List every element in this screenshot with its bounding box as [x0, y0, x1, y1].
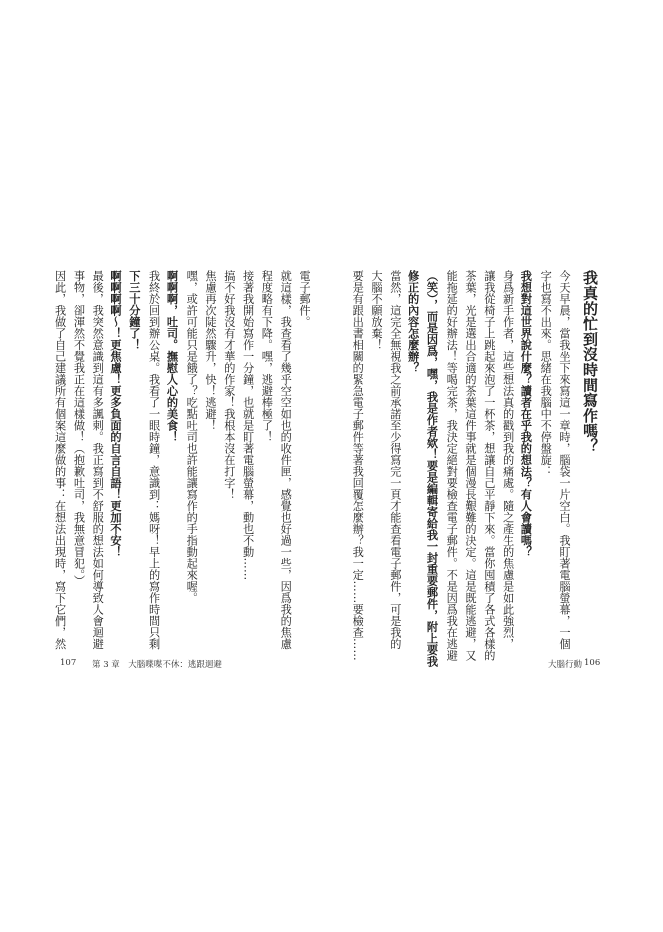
text-column: 今天早晨，當我坐下來寫這一章時，腦袋一片空白。我盯著電腦螢幕，一個	[558, 270, 571, 650]
text-column: 我想對這世界說什麼？讀者在乎我的想法？有人會讀嗎？	[519, 270, 534, 558]
text-column: 事物，卻渾然不覺我正在這樣做！（抱歉吐司，我無意冒犯。）	[72, 270, 86, 587]
text-column: 我終於回到辦公桌。我看了一眼時鐘，意識到：媽呀！早上的寫作時間只剩	[147, 270, 161, 650]
text-column: 身爲新手作者，這些想法真的戳到我的痛處。隨之產生的焦慮是如此強烈，	[501, 270, 515, 650]
text-column: 啊啊啊啊～！更焦慮！更多負面的自言自語！更加不安！	[109, 270, 124, 558]
text-column: 啊啊啊，吐司。撫慰人心的美食！	[165, 270, 180, 443]
text-column: 因此，我做了自己建議所有個案這麼做的事：在想法出現時，寫下它們，然	[53, 270, 67, 650]
text-column: 能拖延的好辦法！等喝完茶，我決定絕對要檢查電子郵件。不是因爲我在逃避	[445, 270, 459, 661]
text-column: 修正的內容怎麼辦？	[406, 270, 421, 374]
text-column: 接著我開始寫作一分鐘，也就是盯著電腦螢幕，動也不動……	[241, 270, 255, 581]
text-column: 當然，這完全無視我之前承諾至少得寫完一頁才能查看電子郵件，可是我的	[388, 270, 402, 650]
text-column: 大腦不願放棄！	[370, 270, 384, 351]
text-column: 讓我從椅子上跳起來泡了一杯茶，想讓自己平靜下來。當你囤積了各式各樣的	[482, 270, 496, 661]
page-number: 106	[584, 658, 601, 668]
text-column: 焦慮再次陡然驟升，快！逃避！	[204, 270, 218, 431]
running-head: 大腦行動	[548, 660, 583, 670]
text-column: 要是有跟出書相關的緊急電子郵件等著我回覆怎麼辦？我一定……要檢查……	[351, 270, 365, 661]
text-column: 程度略有下降。嘿，逃避棒極了！	[260, 270, 274, 443]
left-page-body	[53, 270, 313, 650]
text-column: 下三十分鐘了！	[127, 270, 142, 351]
text-column: 字也寫不出來。思緒在我腦中不停盤旋：	[539, 270, 553, 477]
text-column: 電子郵件。	[298, 270, 311, 328]
text-column: 最後，我突然意識到這有多諷刺。我正寫到不舒服的想法如何導致人會迴避	[91, 270, 105, 650]
text-column: 茶葉，光是選出合適的茶葉這件事就是個漫長艱難的決定。這是既能逃避，又	[464, 270, 478, 661]
page-number: 107	[60, 658, 77, 668]
text-column: 搞不好我沒有才華的作家！我根本沒在打字！	[222, 270, 236, 500]
text-column: 就這樣，我查看了幾乎空空如也的收件匣，感覺也好過一些，因爲我的焦慮	[279, 270, 293, 650]
section-title: 我真的忙到沒時間寫作嗎？	[581, 270, 599, 454]
text-column: 嘿，或許可能只是餓了？吃點吐司也許能讓寫作的手指動起來喔。	[185, 270, 199, 604]
running-head: 第 3 章 大腦喋喋不休：逃跟迴避	[92, 660, 222, 670]
text-column: （笑），而是因爲，嘿，我是作者欸！要是編輯寄給我一封重要郵件，附上要我	[425, 270, 440, 667]
